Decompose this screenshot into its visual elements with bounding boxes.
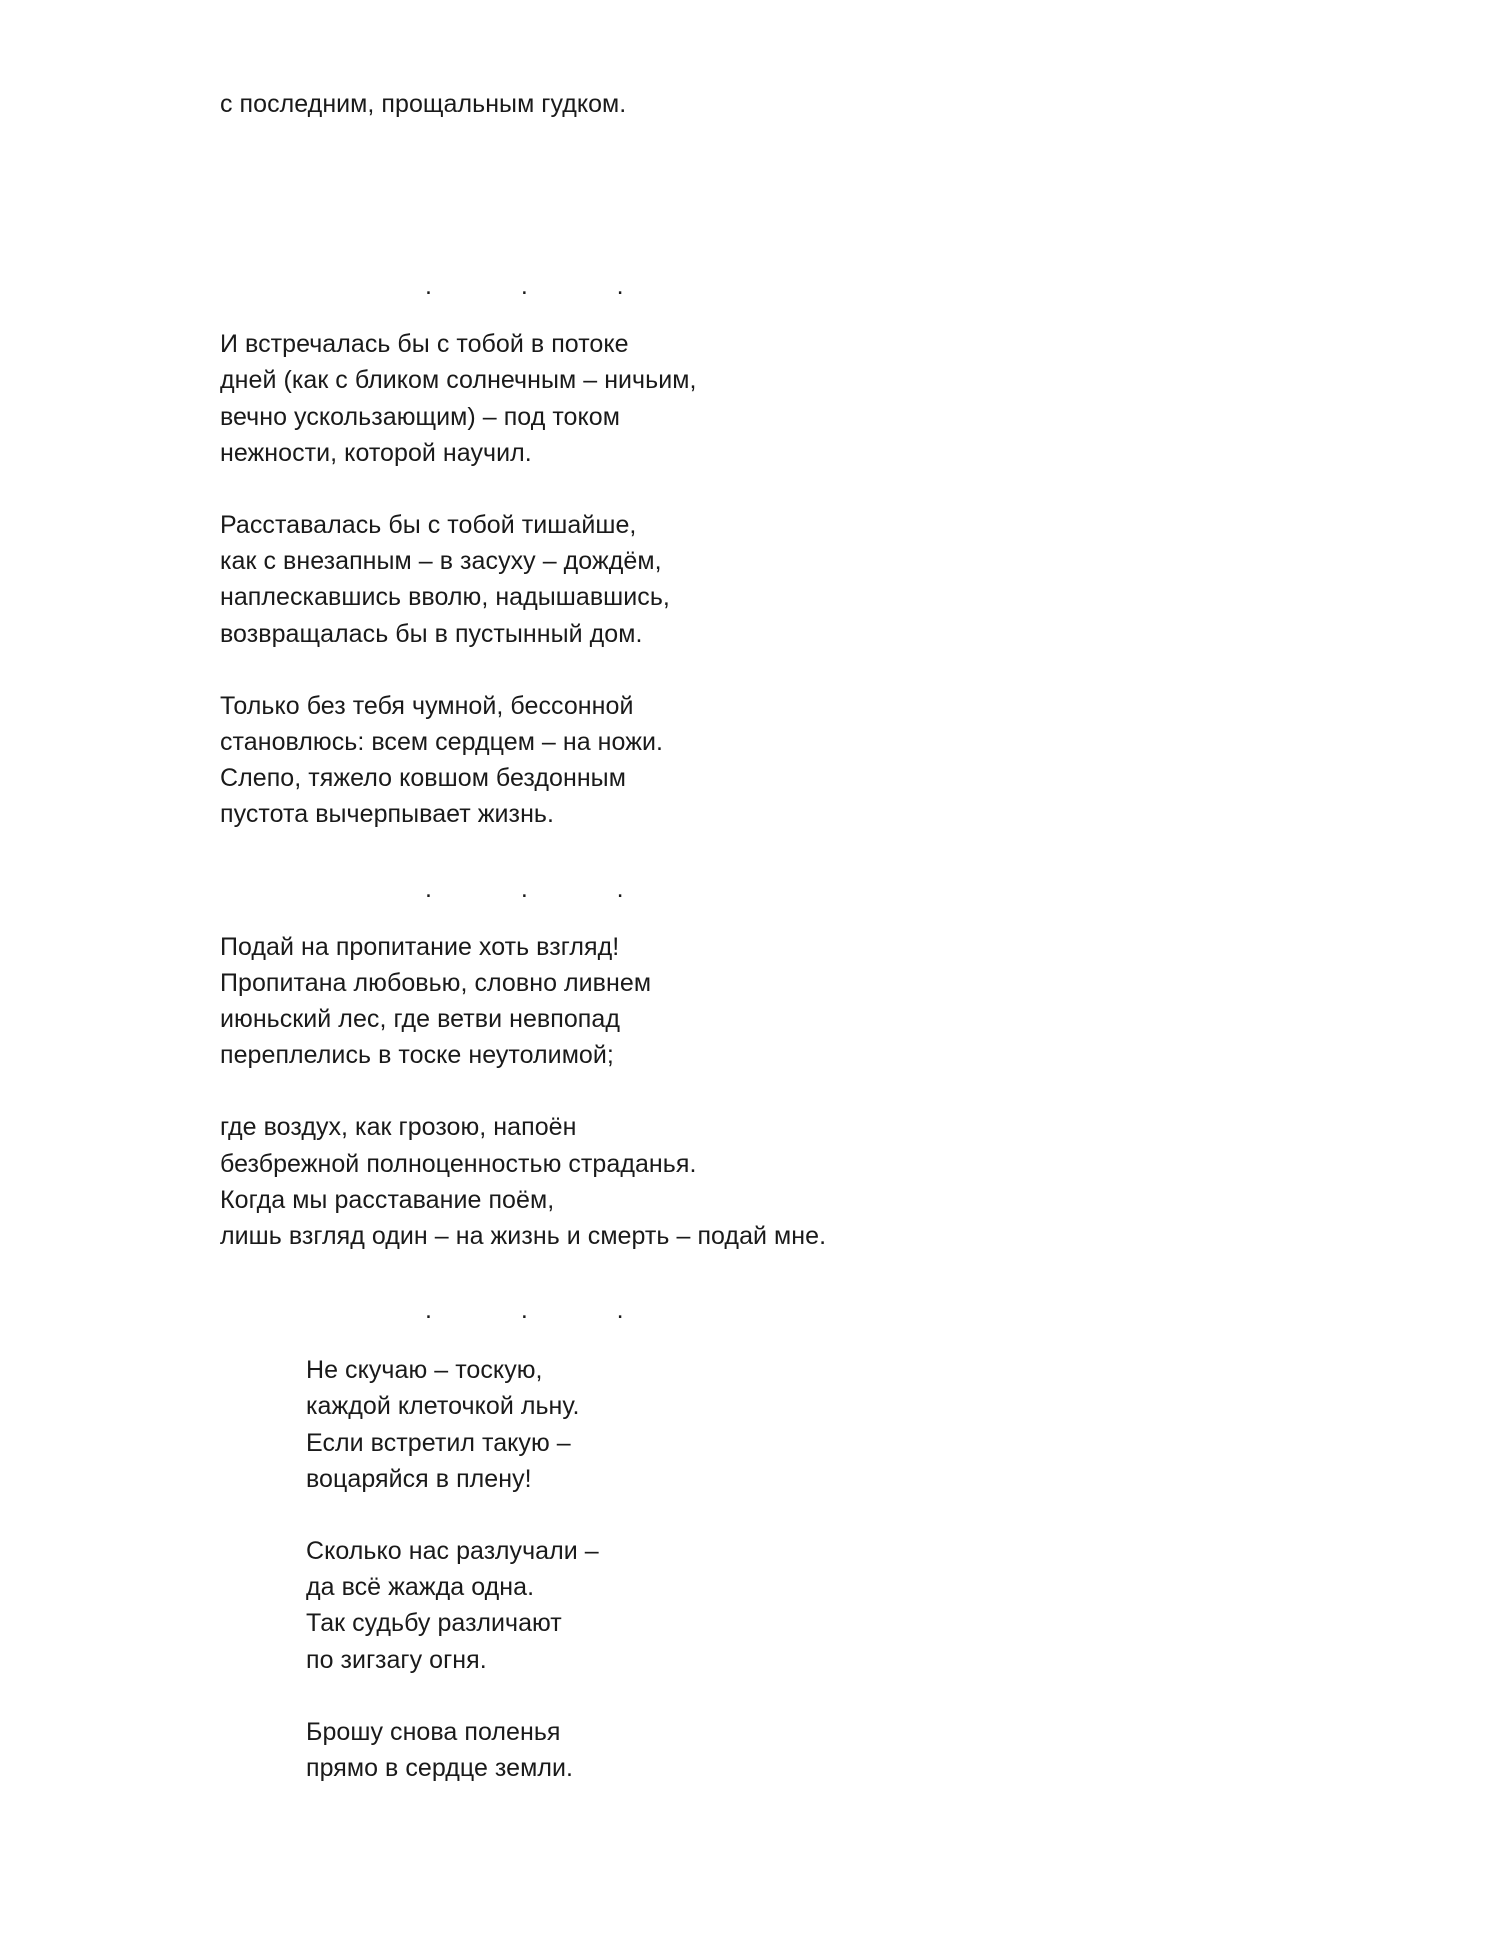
poem-line: Пропитана любовью, словно ливнем [220,968,652,997]
stanza-separator [220,1292,1376,1328]
stanza [220,1109,1376,1254]
separator-dots: . . . [425,874,649,903]
poem-line: дней (как с бликом солнечным – ничьим, [220,366,697,395]
stanza [306,1714,1376,1786]
stanza [306,1533,1376,1678]
poem-line: переплелись в тоске неутолимой; [220,1041,614,1070]
poem-line: Если встретил такую – [306,1428,571,1457]
poem-line: прямо в сердце земли. [306,1754,573,1783]
stanza [220,507,1376,652]
poem-line: возвращалась бы в пустынный дом. [220,619,643,648]
stanza [220,688,1376,833]
poem-line: как с внезапным – в засуху – дождём, [220,547,662,576]
poem-line: с последним, прощальным гудком. [220,90,627,118]
poem-line: Не скучаю – тоскую, [306,1356,543,1385]
poem-line: по зигзагу огня. [306,1645,487,1674]
poem-section [220,929,1376,1255]
stanza [306,1352,1376,1497]
vertical-gap [220,1328,1376,1352]
poem-line: лишь взгляд один – на жизнь и смерть – подай мне. [220,1222,827,1251]
poem-line: вечно ускользающим) – под током [220,402,620,431]
poem-line: июньский лес, где ветви невпопад [220,1005,620,1034]
poem-line: Так судьбу различают [306,1609,562,1638]
poem-line: каждой клеточкой льну. [306,1392,580,1421]
stanza [220,929,1376,1074]
vertical-gap [220,122,1376,268]
poem-line: Слепо, тяжело ковшом бездонным [220,764,626,793]
stanza-separator [220,871,1376,907]
separator-dots: . . . [425,1296,649,1325]
poem-line: становлюсь: всем сердцем – на ножи. [220,728,663,757]
poem-line: воцаряйся в плену! [306,1464,532,1493]
poem-line: Только без тебя чумной, бессонной [220,691,634,720]
stanza [220,86,1376,122]
vertical-gap [220,907,1376,929]
poem-content [220,86,1376,1786]
poem-line: И встречалась бы с тобой в потоке [220,330,629,359]
poem-line: да всё жажда одна. [306,1573,535,1602]
poem-section [220,326,1376,832]
vertical-gap [220,833,1376,871]
poem-line: Когда мы расставание поём, [220,1185,555,1214]
poem-section [220,86,1376,122]
poem-line: где воздух, как грозою, напоён [220,1113,577,1142]
poem-section [220,1352,1376,1786]
poem-line: Брошу снова поленья [306,1717,561,1746]
stanza-separator [220,268,1376,304]
vertical-gap [220,304,1376,326]
vertical-gap [220,1254,1376,1292]
poem-line: пустота вычерпывает жизнь. [220,800,554,829]
poem-line: безбрежной полноценностью страданья. [220,1149,697,1178]
poem-line: нежности, которой научил. [220,438,532,467]
separator-dots: . . . [425,272,649,301]
poem-line: Сколько нас разлучали – [306,1537,599,1566]
stanza [220,326,1376,471]
poem-line: Расставалась бы с тобой тишайше, [220,511,637,540]
poem-line: Подай на пропитание хоть взгляд! [220,932,620,961]
poem-line: наплескавшись вволю, надышавшись, [220,583,670,612]
